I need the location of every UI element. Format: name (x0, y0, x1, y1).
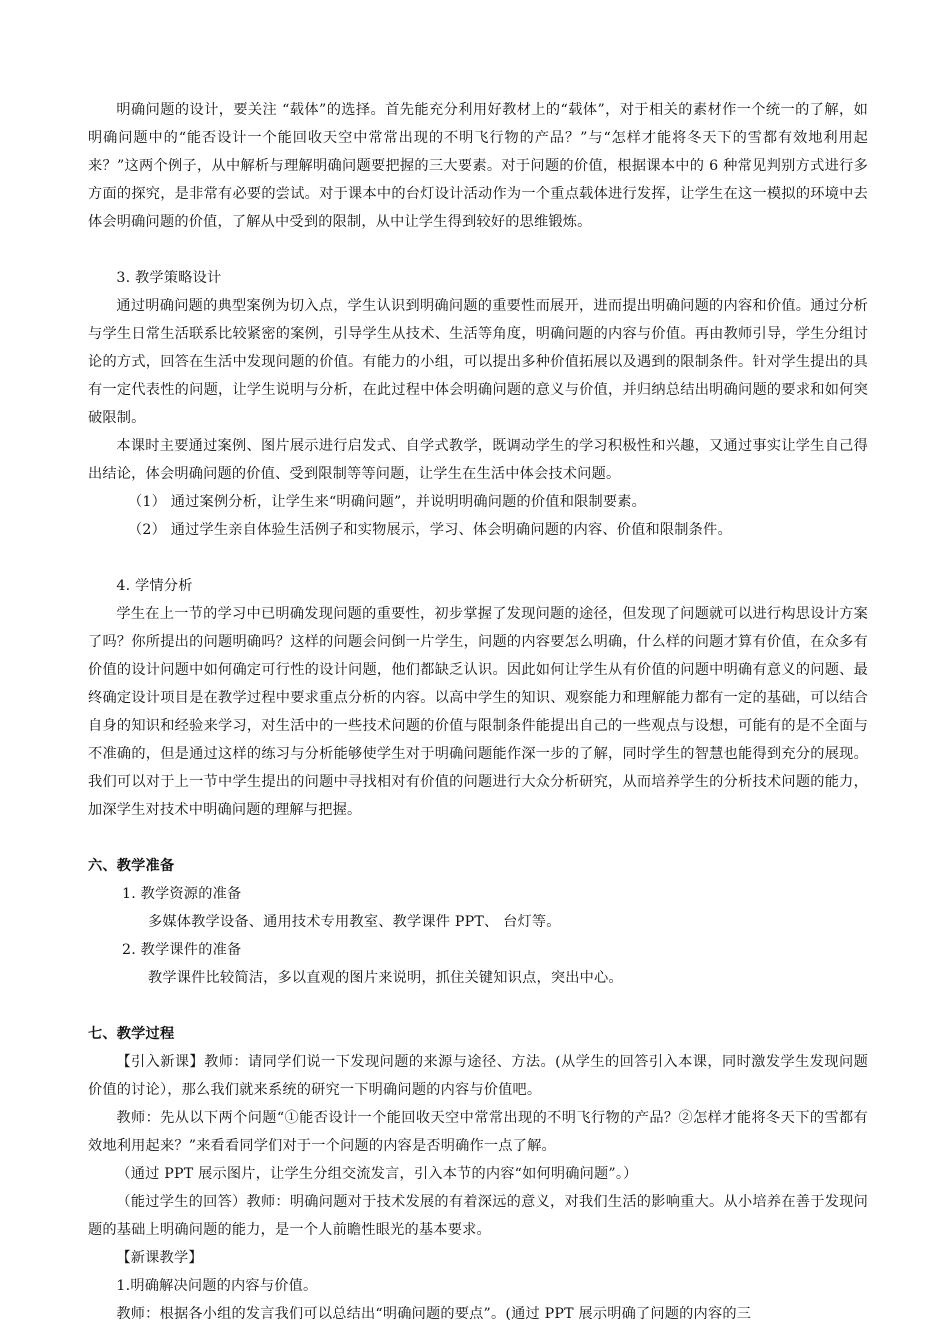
paragraph-strategy-2: 本课时主要通过案例、图片展示进行启发式、自学式教学，既调动学生的学习积极性和兴趣，又通过事实让学生自己得出结论，体会明确问题的价值、受到限制等等问题，让学生在生活中体会技术问题。 (88, 438, 868, 482)
list-item-strategy-2: （2） 通过学生亲自体验生活例子和实物展示，学习、体会明确问题的内容、价值和限制条件。 (128, 522, 732, 538)
list-item-courseware-title: 2. 教学课件的准备 (122, 942, 242, 958)
list-item-resources-text: 多媒体教学设备、通用技术专用教室、教学课件 PPT、 台灯等。 (148, 914, 561, 930)
paragraph-process-new-lesson: 【新课教学】 (116, 1250, 203, 1266)
paragraph-strategy-1: 通过明确问题的典型案例为切入点，学生认识到明确问题的重要性而展开，进而提出明确问题的内容和价值。通过分析与学生日常生活联系比较紧密的案例，引导学生从技术、生活等角度，明确问题的内容与价值。再由教师引导，学生分组讨论的方式，回答在生活中发现问题的价值。有能力的小组，可以提出多种价值拓展以及遇到的限制条件。针对学生提出的具有一定代表性的问题，让学生说明与分析，在此过程中体会明确问题的意义与价值，并归纳总结出明确问题的要求和如何突破限制。 (88, 298, 868, 426)
paragraph-student-analysis: 学生在上一节的学习中已明确发现问题的重要性，初步掌握了发现问题的途径，但发现了问题就可以进行构思设计方案了吗？你所提出的问题明确吗？这样的问题会问倒一片学生，问题的内容要怎么明确，什么样的问题才算有价值，在众多有价值的设计问题中如何确定可行性的设计问题，他们都缺乏认识。因此如何让学生从有价值的问题中明确有意义的问题、最终确定设计项目是在教学过程中要求重点分析的内容。以高中学生的知识、观察能力和理解能力都有一定的基础，可以结合自身的知识和经验来学习，对生活中的一些技术问题的价值与限制条件能提出自己的一些观点与设想，可能有的是不全面与不准确的，但是通过这样的练习与分析能够使学生对于明确问题能作深一步的了解，同时学生的智慧也能得到充分的展现。我们可以对于上一节中学生提出的问题中寻找相对有价值的问题进行大众分析研究，从而培养学生的分析技术问题的能力，加深学生对技术中明确问题的理解与把握。 (88, 606, 868, 818)
paragraph-process-point-1: 1.明确解决问题的内容与价值。 (116, 1278, 318, 1294)
list-item-courseware-text: 教学课件比较简洁，多以直观的图片来说明，抓住关键知识点，突出中心。 (148, 970, 623, 986)
heading-teaching-preparation: 六、教学准备 (88, 858, 175, 874)
section-title-teaching-strategy: 3. 教学策略设计 (116, 270, 222, 286)
list-item-strategy-1: （1） 通过案例分析，让学生来“明确问题”，并说明明确问题的价值和限制要素。 (128, 494, 647, 510)
paragraph-process-summary: 教师：根据各小组的发言我们可以总结出“明确问题的要点”。(通过 PPT 展示明确了问题的内容的三 (116, 1306, 752, 1322)
paragraph-process-answer: （能过学生的回答）教师：明确问题对于技术发展的有着深远的意义，对我们生活的影响重大。从小培养在善于发现问题的基础上明确问题的能力，是一个人前瞻性眼光的基本要求。 (88, 1194, 868, 1238)
paragraph-process-questions: 教师：先从以下两个问题“①能否设计一个能回收天空中常常出现的不明飞行物的产品？②怎样才能将冬天下的雪都有效地利用起来？”来看看同学们对于一个问题的内容是否明确作一点了解。 (88, 1110, 868, 1154)
list-item-resources-title: 1. 教学资源的准备 (122, 886, 242, 902)
paragraph-process-ppt: （通过 PPT 展示图片，让学生分组交流发言，引入本节的内容“如何明确问题”。） (116, 1166, 638, 1182)
paragraph-process-intro: 【引入新课】教师：请同学们说一下发现问题的来源与途径、方法。(从学生的回答引入本课，同时激发学生发现问题价值的讨论），那么我们就来系统的研究一下明确问题的内容与价值吧。 (88, 1054, 868, 1098)
section-title-student-analysis: 4. 学情分析 (116, 578, 193, 594)
heading-teaching-process: 七、教学过程 (88, 1026, 175, 1042)
paragraph-carrier-design: 明确问题的设计，要关注 “载体”的选择。首先能充分利用好教材上的“载体”，对于相关的素材作一个统一的了解，如明确问题中的“能否设计一个能回收天空中常常出现的不明飞行物的产品？”与“怎样才能将冬天下的雪都有效地利用起来？”这两个例子，从中解析与理解明确问题要把握的三大要素。对于问题的价值，根据课本中的 6 种常见判别方式进行多方面的探究，是非常有必要的尝试。对于课本中的台灯设计活动作为一个重点载体进行发挥，让学生在这一模拟的环境中去体会明确问题的价值，了解从中受到的限制，从中让学生得到较好的思维锻炼。 (88, 102, 868, 230)
